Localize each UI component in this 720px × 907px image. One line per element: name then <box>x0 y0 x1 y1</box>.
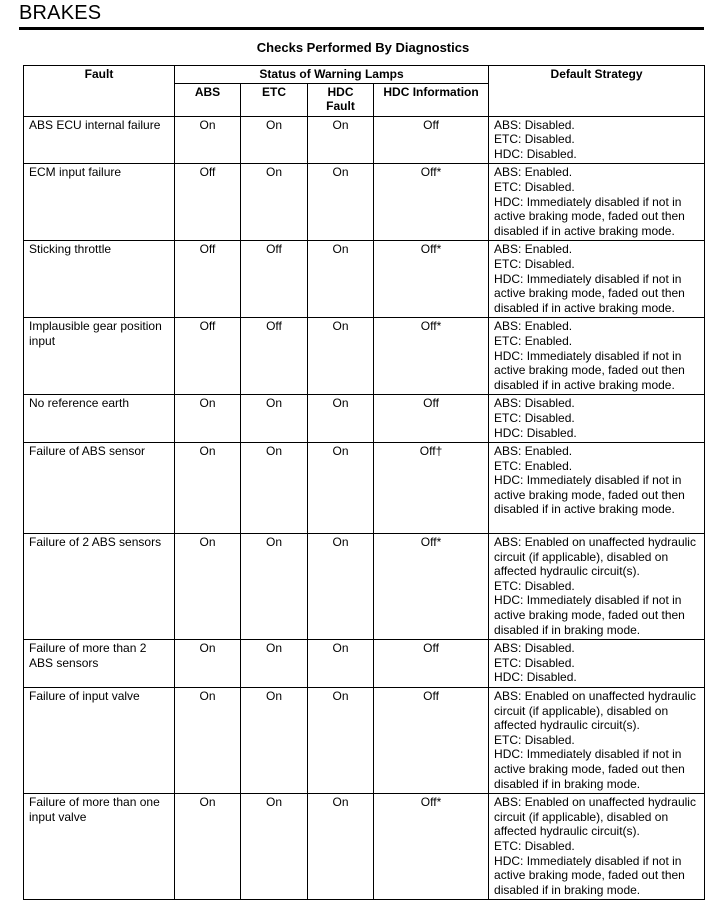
fault-cell: Sticking throttle <box>24 241 175 318</box>
abs-lamp-cell: On <box>175 688 241 794</box>
column-header-status-group: Status of Warning Lamps <box>175 66 489 84</box>
table-row <box>24 116 705 164</box>
strategy-line: ABS: Enabled. <box>494 444 573 459</box>
strategy-line: HDC: Disabled. <box>494 146 577 161</box>
strategy-line: HDC: Disabled. <box>494 670 577 685</box>
table-row <box>24 395 705 443</box>
etc-lamp-cell: On <box>241 688 308 794</box>
hdc-fault-lamp-cell: On <box>308 640 374 688</box>
strategy-cell <box>489 640 705 688</box>
strategy-line: ABS: Disabled. <box>494 396 575 411</box>
strategy-line: HDC: Immediately disabled if not in active braking mode, faded out then disabled if in active braking mode. <box>494 194 685 238</box>
strategy-line: ABS: Enabled. <box>494 165 573 180</box>
etc-lamp-cell: On <box>241 534 308 640</box>
strategy-line: ETC: Disabled. <box>494 655 575 670</box>
abs-lamp-cell: Off <box>175 241 241 318</box>
hdc-fault-lamp-cell: On <box>308 794 374 900</box>
table-row <box>24 794 705 900</box>
page-title: BRAKES <box>19 2 102 24</box>
table-row <box>24 640 705 688</box>
table-row <box>24 534 705 640</box>
fault-cell: Implausible gear position input <box>24 318 175 395</box>
hdc-info-lamp-cell: Off* <box>374 534 489 640</box>
column-header-strategy: Default Strategy <box>489 66 705 117</box>
table-row <box>24 688 705 794</box>
column-header-hdc-fault: HDC Fault <box>308 83 374 116</box>
strategy-line: ETC: Disabled. <box>494 132 575 147</box>
abs-lamp-cell: On <box>175 534 241 640</box>
fault-cell: No reference earth <box>24 395 175 443</box>
strategy-line: HDC: Immediately disabled if not in active braking mode, faded out then disabled if in active braking mode. <box>494 348 685 392</box>
strategy-line: HDC: Immediately disabled if not in active braking mode, faded out then disabled if in braking mode. <box>494 747 685 791</box>
etc-lamp-cell: On <box>241 794 308 900</box>
fault-cell: Failure of more than one input valve <box>24 794 175 900</box>
hdc-info-lamp-cell: Off* <box>374 318 489 395</box>
column-header-hdc-info: HDC Information <box>374 83 489 116</box>
fault-cell: ABS ECU internal failure <box>24 116 175 164</box>
hdc-info-lamp-cell: Off <box>374 688 489 794</box>
strategy-cell <box>489 395 705 443</box>
strategy-cell <box>489 688 705 794</box>
table-row <box>24 164 705 241</box>
strategy-line: ETC: Disabled. <box>494 578 575 593</box>
hdc-info-lamp-cell: Off* <box>374 794 489 900</box>
diagnostics-table <box>23 65 705 900</box>
strategy-line: ABS: Disabled. <box>494 641 575 656</box>
hdc-fault-lamp-cell: On <box>308 395 374 443</box>
strategy-line: ETC: Disabled. <box>494 410 575 425</box>
table-row <box>24 241 705 318</box>
etc-lamp-cell: On <box>241 116 308 164</box>
strategy-line: ETC: Enabled. <box>494 333 573 348</box>
strategy-line: ETC: Disabled. <box>494 256 575 271</box>
strategy-line: ETC: Disabled. <box>494 732 575 747</box>
strategy-line: HDC: Immediately disabled if not in active braking mode, faded out then disabled if in active braking mode. <box>494 473 685 517</box>
strategy-line: ABS: Disabled. <box>494 117 575 132</box>
table-row <box>24 318 705 395</box>
strategy-line: HDC: Immediately disabled if not in active braking mode, faded out then disabled if in active braking mode. <box>494 271 685 315</box>
etc-lamp-cell: On <box>241 395 308 443</box>
strategy-cell <box>489 241 705 318</box>
hdc-info-lamp-cell: Off <box>374 395 489 443</box>
strategy-line: ETC: Disabled. <box>494 179 575 194</box>
strategy-line: ABS: Enabled. <box>494 319 573 334</box>
abs-lamp-cell: On <box>175 794 241 900</box>
strategy-line: HDC: Immediately disabled if not in active braking mode, faded out then disabled if in braking mode. <box>494 853 685 897</box>
etc-lamp-cell: Off <box>241 241 308 318</box>
strategy-line: ABS: Enabled on unaffected hydraulic circuit (if applicable), disabled on affected hydraulic circuit(s). <box>494 795 696 839</box>
fault-cell: Failure of ABS sensor <box>24 443 175 534</box>
hdc-info-lamp-cell: Off* <box>374 241 489 318</box>
etc-lamp-cell: On <box>241 164 308 241</box>
hdc-fault-lamp-cell: On <box>308 688 374 794</box>
strategy-line: ABS: Enabled on unaffected hydraulic circuit (if applicable), disabled on affected hydraulic circuit(s). <box>494 535 696 579</box>
fault-cell: Failure of input valve <box>24 688 175 794</box>
strategy-cell <box>489 116 705 164</box>
hdc-fault-lamp-cell: On <box>308 443 374 534</box>
fault-cell: Failure of 2 ABS sensors <box>24 534 175 640</box>
abs-lamp-cell: On <box>175 443 241 534</box>
hdc-fault-lamp-cell: On <box>308 164 374 241</box>
abs-lamp-cell: Off <box>175 318 241 395</box>
strategy-cell <box>489 794 705 900</box>
strategy-line: HDC: Immediately disabled if not in active braking mode, faded out then disabled if in braking mode. <box>494 593 685 637</box>
strategy-cell <box>489 164 705 241</box>
strategy-line: ETC: Disabled. <box>494 838 575 853</box>
hdc-info-lamp-cell: Off <box>374 640 489 688</box>
abs-lamp-cell: On <box>175 640 241 688</box>
hdc-fault-lamp-cell: On <box>308 318 374 395</box>
strategy-line: ETC: Enabled. <box>494 458 573 473</box>
strategy-line: ABS: Enabled on unaffected hydraulic circuit (if applicable), disabled on affected hydraulic circuit(s). <box>494 689 696 733</box>
hdc-fault-lamp-cell: On <box>308 116 374 164</box>
strategy-cell <box>489 443 705 534</box>
hdc-fault-lamp-cell: On <box>308 241 374 318</box>
hdc-info-lamp-cell: Off† <box>374 443 489 534</box>
etc-lamp-cell: On <box>241 443 308 534</box>
fault-cell: ECM input failure <box>24 164 175 241</box>
column-header-fault: Fault <box>24 66 175 117</box>
fault-cell: Failure of more than 2 ABS sensors <box>24 640 175 688</box>
abs-lamp-cell: On <box>175 116 241 164</box>
strategy-line: ABS: Enabled. <box>494 242 573 257</box>
abs-lamp-cell: On <box>175 395 241 443</box>
hdc-info-lamp-cell: Off* <box>374 164 489 241</box>
hdc-fault-lamp-cell: On <box>308 534 374 640</box>
abs-lamp-cell: Off <box>175 164 241 241</box>
etc-lamp-cell: On <box>241 640 308 688</box>
table-row <box>24 443 705 534</box>
strategy-line: HDC: Disabled. <box>494 425 577 440</box>
strategy-cell <box>489 318 705 395</box>
column-header-abs: ABS <box>175 83 241 116</box>
hdc-info-lamp-cell: Off <box>374 116 489 164</box>
header-rule <box>19 27 704 30</box>
table-body <box>24 116 705 900</box>
strategy-cell <box>489 534 705 640</box>
table-caption: Checks Performed By Diagnostics <box>256 40 470 55</box>
column-header-etc: ETC <box>241 83 308 116</box>
etc-lamp-cell: Off <box>241 318 308 395</box>
